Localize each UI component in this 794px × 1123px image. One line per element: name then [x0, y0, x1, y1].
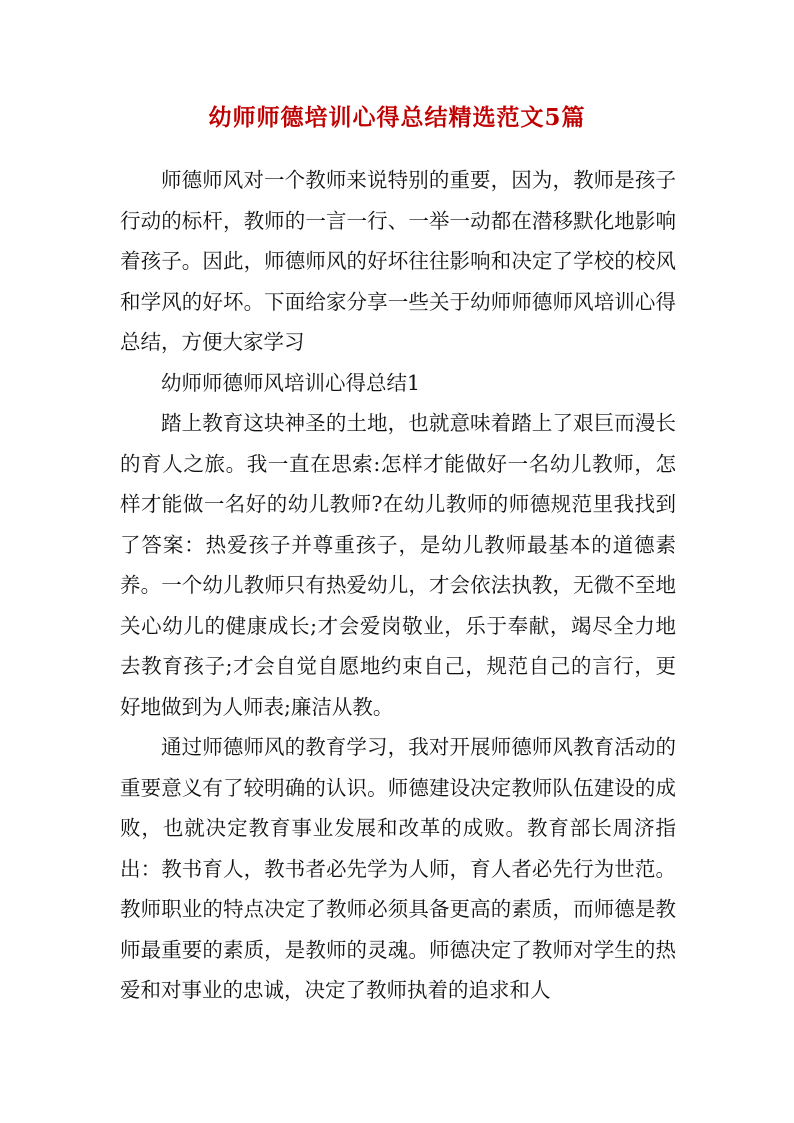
intro-paragraph: 师德师风对一个教师来说特别的重要，因为，教师是孩子行动的标杆，教师的一言一行、一举一动都在潜移默化地影响着孩子。因此，师德师风的好坏往往影响和决定了学校的校风和学风的好坏。下面给家分享一些关于幼师师德师风培训心得总结，方便大家学习 [120, 168, 676, 354]
section-title: 幼师师德师风培训心得总结1 [161, 370, 421, 395]
document-title: 幼师师德培训心得总结精选范文5篇 [208, 104, 586, 131]
body-paragraph-1: 踏上教育这块神圣的土地，也就意味着踏上了艰巨而漫长的育人之旅。我一直在思索:怎样才能做好一名幼儿教师，怎样才能做一名好的幼儿教师?在幼儿教师的师德规范里我找到了答案：热爱孩子并尊重孩子，是幼儿教师最基本的道德素养。一个幼儿教师只有热爱幼儿，才会依法执教，无微不至地关心幼儿的健康成长;才会爱岗敬业，乐于奉献，竭尽全力地去教育孩子;才会自觉自愿地约束自己，规范自己的言行，更好地做到为人师表;廉洁从教。 [120, 411, 676, 719]
body-paragraph-2: 通过师德师风的教育学习，我对开展师德师风教育活动的重要意义有了较明确的认识。师德建设决定教师队伍建设的成败，也就决定教育事业发展和改革的成败。教育部长周济指出：教书育人，教书者必先学为人师，育人者必先行为世范。教师职业的特点决定了教师必须具备更高的素质，而师德是教师最重要的素质，是教师的灵魂。师德决定了教师对学生的热爱和对事业的忠诚，决定了教师执着的追求和人 [120, 735, 676, 1002]
document-body [120, 160, 676, 1011]
